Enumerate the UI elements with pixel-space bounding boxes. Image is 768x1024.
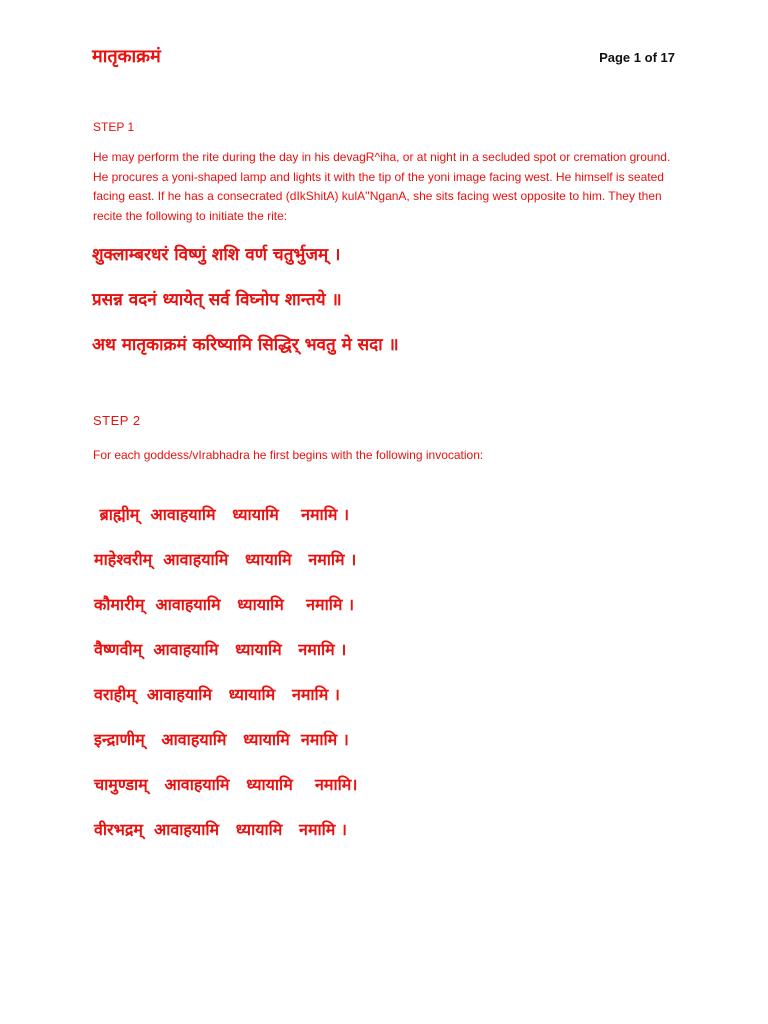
step1-heading: STEP 1 [93,120,135,134]
invocation-line: वीरभद्रम् आवाहयामि ध्यायामि नमामि । [94,820,347,839]
step2-heading: STEP 2 [93,413,141,428]
invocation-line: कौमारीम् आवाहयामि ध्यायामि नमामि । [94,595,355,614]
step2-intro: For each goddess/vIrabhadra he first begins with the following invocation: [93,448,484,462]
page-title: मातृकाक्रमं [92,46,161,67]
invocation-line: ब्राह्मीम् आवाहयामि ध्यायामि नमामि । [94,505,350,524]
invocation-line: वैष्णवीम् आवाहयामि ध्यायामि नमामि । [94,640,347,659]
page-indicator [599,50,675,65]
verse-line-3: अथ मातृकाक्रमं करिष्यामि सिद्धिर् भवतु मे सदा ॥ [92,335,399,355]
invocation-line: चामुण्डाम् आवाहयामि ध्यायामि नमामि। [94,775,358,794]
invocation-line: वराहीम् आवाहयामि ध्यायामि नमामि । [94,685,340,704]
page-current: 1 [633,50,641,65]
step1-paragraph: He may perform the rite during the day in his devagR^iha, or at night in a secluded spot or cremation ground. He procures a yoni-shaped lamp and lights it with the tip of the yoni image facing west. He himself is seated facing east. If he has a consecrated (dIkShitA) kulA''NganA, she sits facing west opposite to him. They then recite the following to initiate the rite: [93,150,671,223]
invocation-line: इन्द्राणीम् आवाहयामि ध्यायामि नमामि । [94,730,349,749]
verse-line-1: शुक्लाम्बरधरं विष्णुं शशि वर्ण चतुर्भुजम् । [92,245,341,265]
invocation-line: माहेश्वरीम् आवाहयामि ध्यायामि नमामि । [94,550,357,569]
page-of: of [644,50,657,65]
verse-line-2: प्रसन्न वदनं ध्यायेत् सर्व विघ्नोप शान्तये ॥ [92,290,342,310]
page-label: Page [599,50,631,65]
page-total: 17 [660,50,675,65]
